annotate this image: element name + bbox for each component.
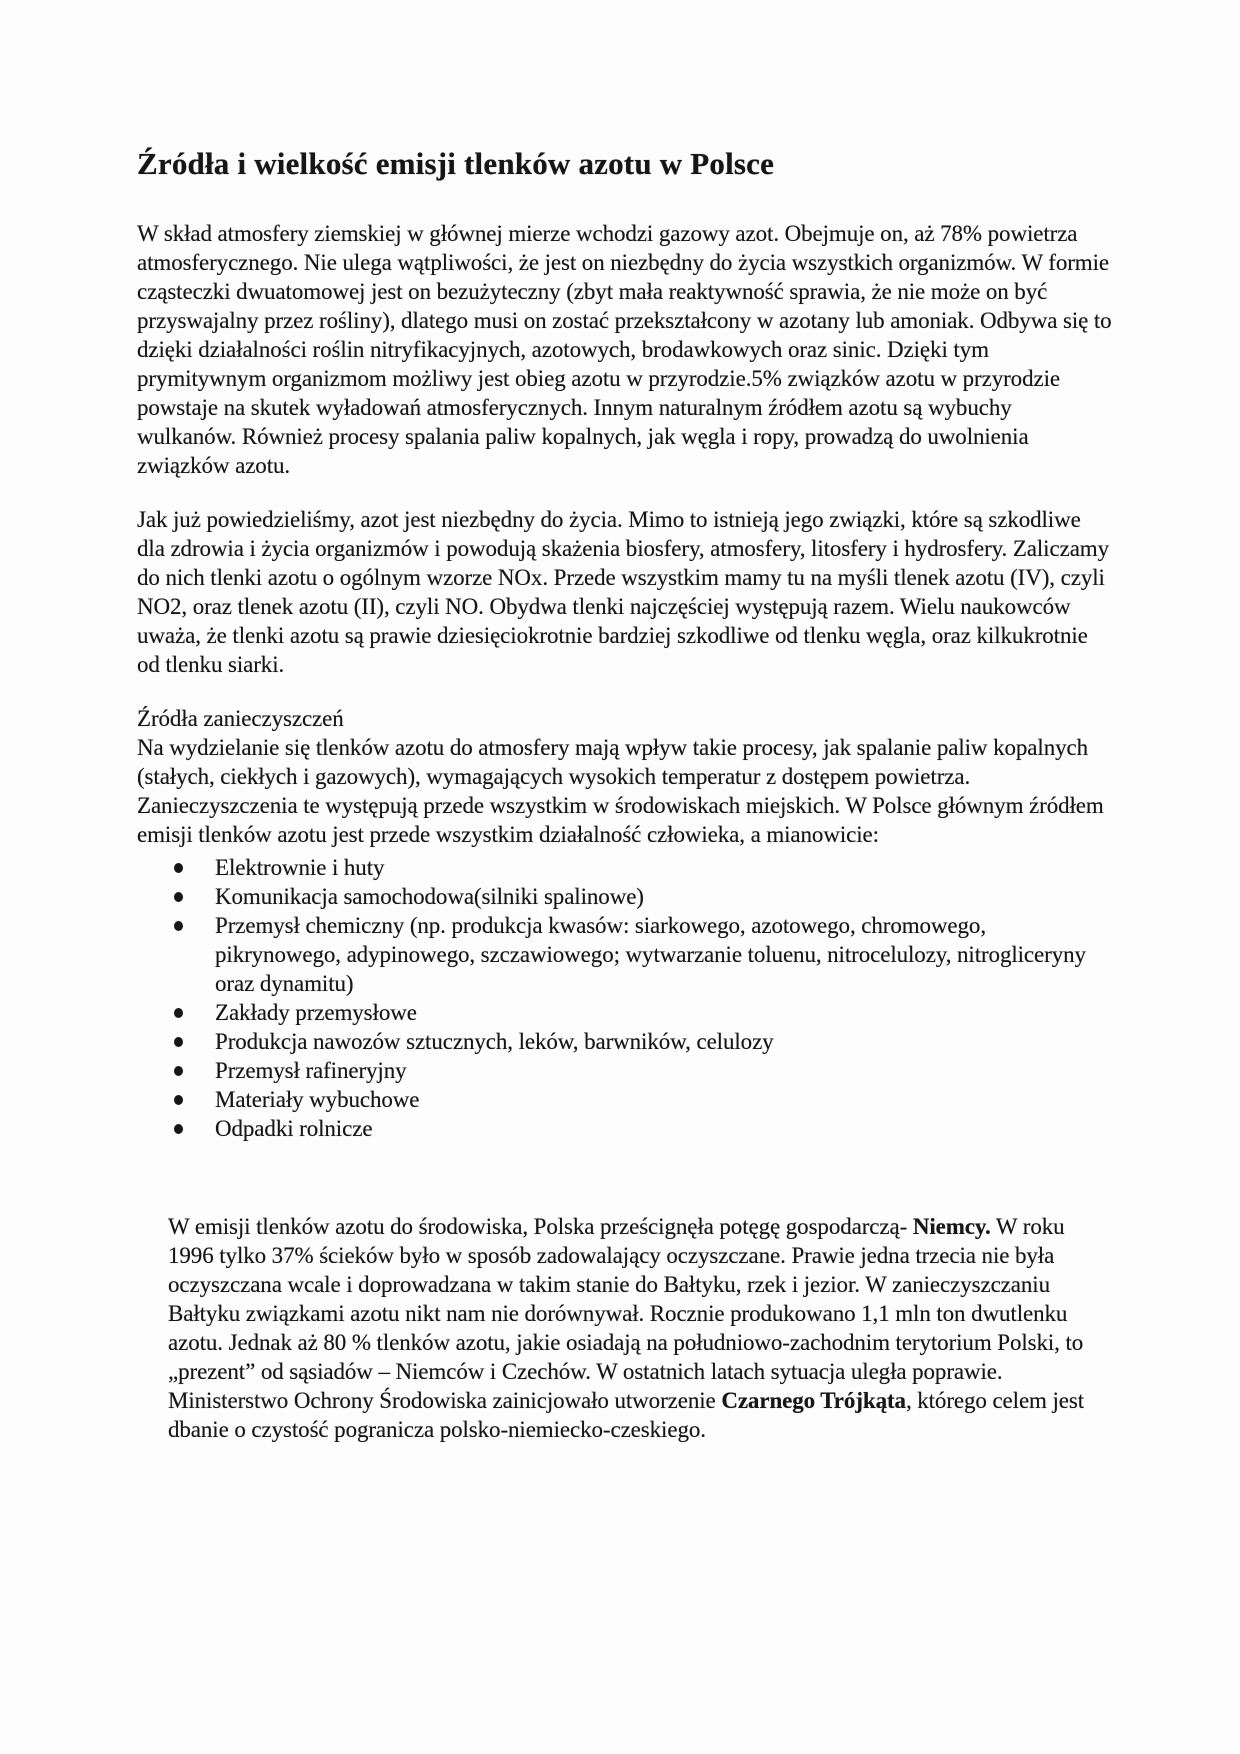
text-segment: W emisji tlenków azotu do środowiska, Polska prześcignęła potęgę gospodarczą- xyxy=(168,1214,913,1239)
list-item: Materiały wybuchowe xyxy=(137,1085,1112,1114)
text-segment: W roku 1996 tylko 37% ścieków było w sposób zadowalający oczyszczane. Prawie jedna trzecia nie była oczyszczana wcale i doprowadzana w takim stanie do Bałtyku, rzek i jezior. W zanieczyszczaniu Bałtyku związkami azotu nikt nam nie dorównywał. Rocznie produkowano 1,1 mln ton dwutlenku azotu. Jednak aż 80 % tlenków azotu, jakie osiadają na południowo-zachodnim terytorium Polski, to „prezent” od sąsiadów – Niemców i Czechów. W ostatnich latach sytuacja uległa poprawie. Ministerstwo Ochrony Środowiska zainicjowało utworzenie xyxy=(168,1214,1084,1413)
paragraph-sources-intro: Na wydzielanie się tlenków azotu do atmosfery mają wpływ takie procesy, jak spalanie paliw kopalnych (stałych, ciekłych i gazowych), wymagających wysokich temperatur z dostępem powietrza. Zanieczyszczenia te występują przede wszystkim w środowiskach miejskich. W Polsce głównym źródłem emisji tlenków azotu jest przede wszystkim działalność człowieka, a mianowicie: xyxy=(137,735,1104,847)
paragraph-poland-emissions xyxy=(168,1212,1110,1444)
emission-sources-list xyxy=(137,853,1112,1143)
list-item: Produkcja nawozów sztucznych, leków, barwników, celulozy xyxy=(137,1027,1112,1056)
bold-text-segment: Czarnego Trójkąta xyxy=(721,1388,906,1413)
list-item: Elektrownie i huty xyxy=(137,853,1112,882)
list-item: Przemysł rafineryjny xyxy=(137,1056,1112,1085)
list-item: Odpadki rolnicze xyxy=(137,1114,1112,1143)
section-heading-sources: Źródła zanieczyszczeń xyxy=(137,706,344,731)
list-item: Komunikacja samochodowa(silniki spalinowe) xyxy=(137,882,1112,911)
paragraph-harmful-oxides: Jak już powiedzieliśmy, azot jest niezbędny do życia. Mimo to istnieją jego związki, które są szkodliwe dla zdrowia i życia organizmów i powodują skażenia biosfery, atmosfery, litosfery i hydrosfery. Zaliczamy do nich tlenki azotu o ogólnym wzorze NOx. Przede wszystkim mamy tu na myśli tlenek azotu (IV), czyli NO2, oraz tlenek azotu (II), czyli NO. Obydwa tlenki najczęściej występują razem. Wielu naukowców uważa, że tlenki azotu są prawie dziesięciokrotnie bardziej szkodliwe od tlenku węgla, oraz kilkukrotnie od tlenku siarki. xyxy=(137,507,1109,677)
bold-text-segment: Niemcy. xyxy=(912,1214,991,1239)
paragraph-atmosphere: W skład atmosfery ziemskiej w głównej mierze wchodzi gazowy azot. Obejmuje on, aż 78% powietrza atmosferycznego. Nie ulega wątpliwości, że jest on niezbędny do życia wszystkich organizmów. W formie cząsteczki dwuatomowej jest on bezużyteczny (zbyt mała reaktywność sprawia, że nie może on być przyswajalny przez rośliny), dlatego musi on zostać przekształcony w azotany lub amoniak. Odbywa się to dzięki działalności roślin nitryfikacyjnych, azotowych, brodawkowych oraz sinic. Dzięki tym prymitywnym organizmom możliwy jest obieg azotu w przyrodzie.5% związków azotu w przyrodzie powstaje na skutek wyładowań atmosferycznych. Innym naturalnym źródłem azotu są wybuchy wulkanów. Również procesy spalania paliw kopalnych, jak węgla i ropy, prowadzą do uwolnienia związków azotu. xyxy=(137,221,1112,478)
text-segment: , którego celem jest dbanie o czystość pogranicza polsko-niemiecko-czeskiego. xyxy=(168,1388,1085,1442)
list-item: Przemysł chemiczny (np. produkcja kwasów: siarkowego, azotowego, chromowego, pikrynowego, adypinowego, szczawiowego; wytwarzanie toluenu, nitrocelulozy, nitrogliceryny oraz dynamitu) xyxy=(137,911,1112,998)
page-title: Źródła i wielkość emisji tlenków azotu w Polsce xyxy=(137,146,775,181)
list-item: Zakłady przemysłowe xyxy=(137,998,1112,1027)
